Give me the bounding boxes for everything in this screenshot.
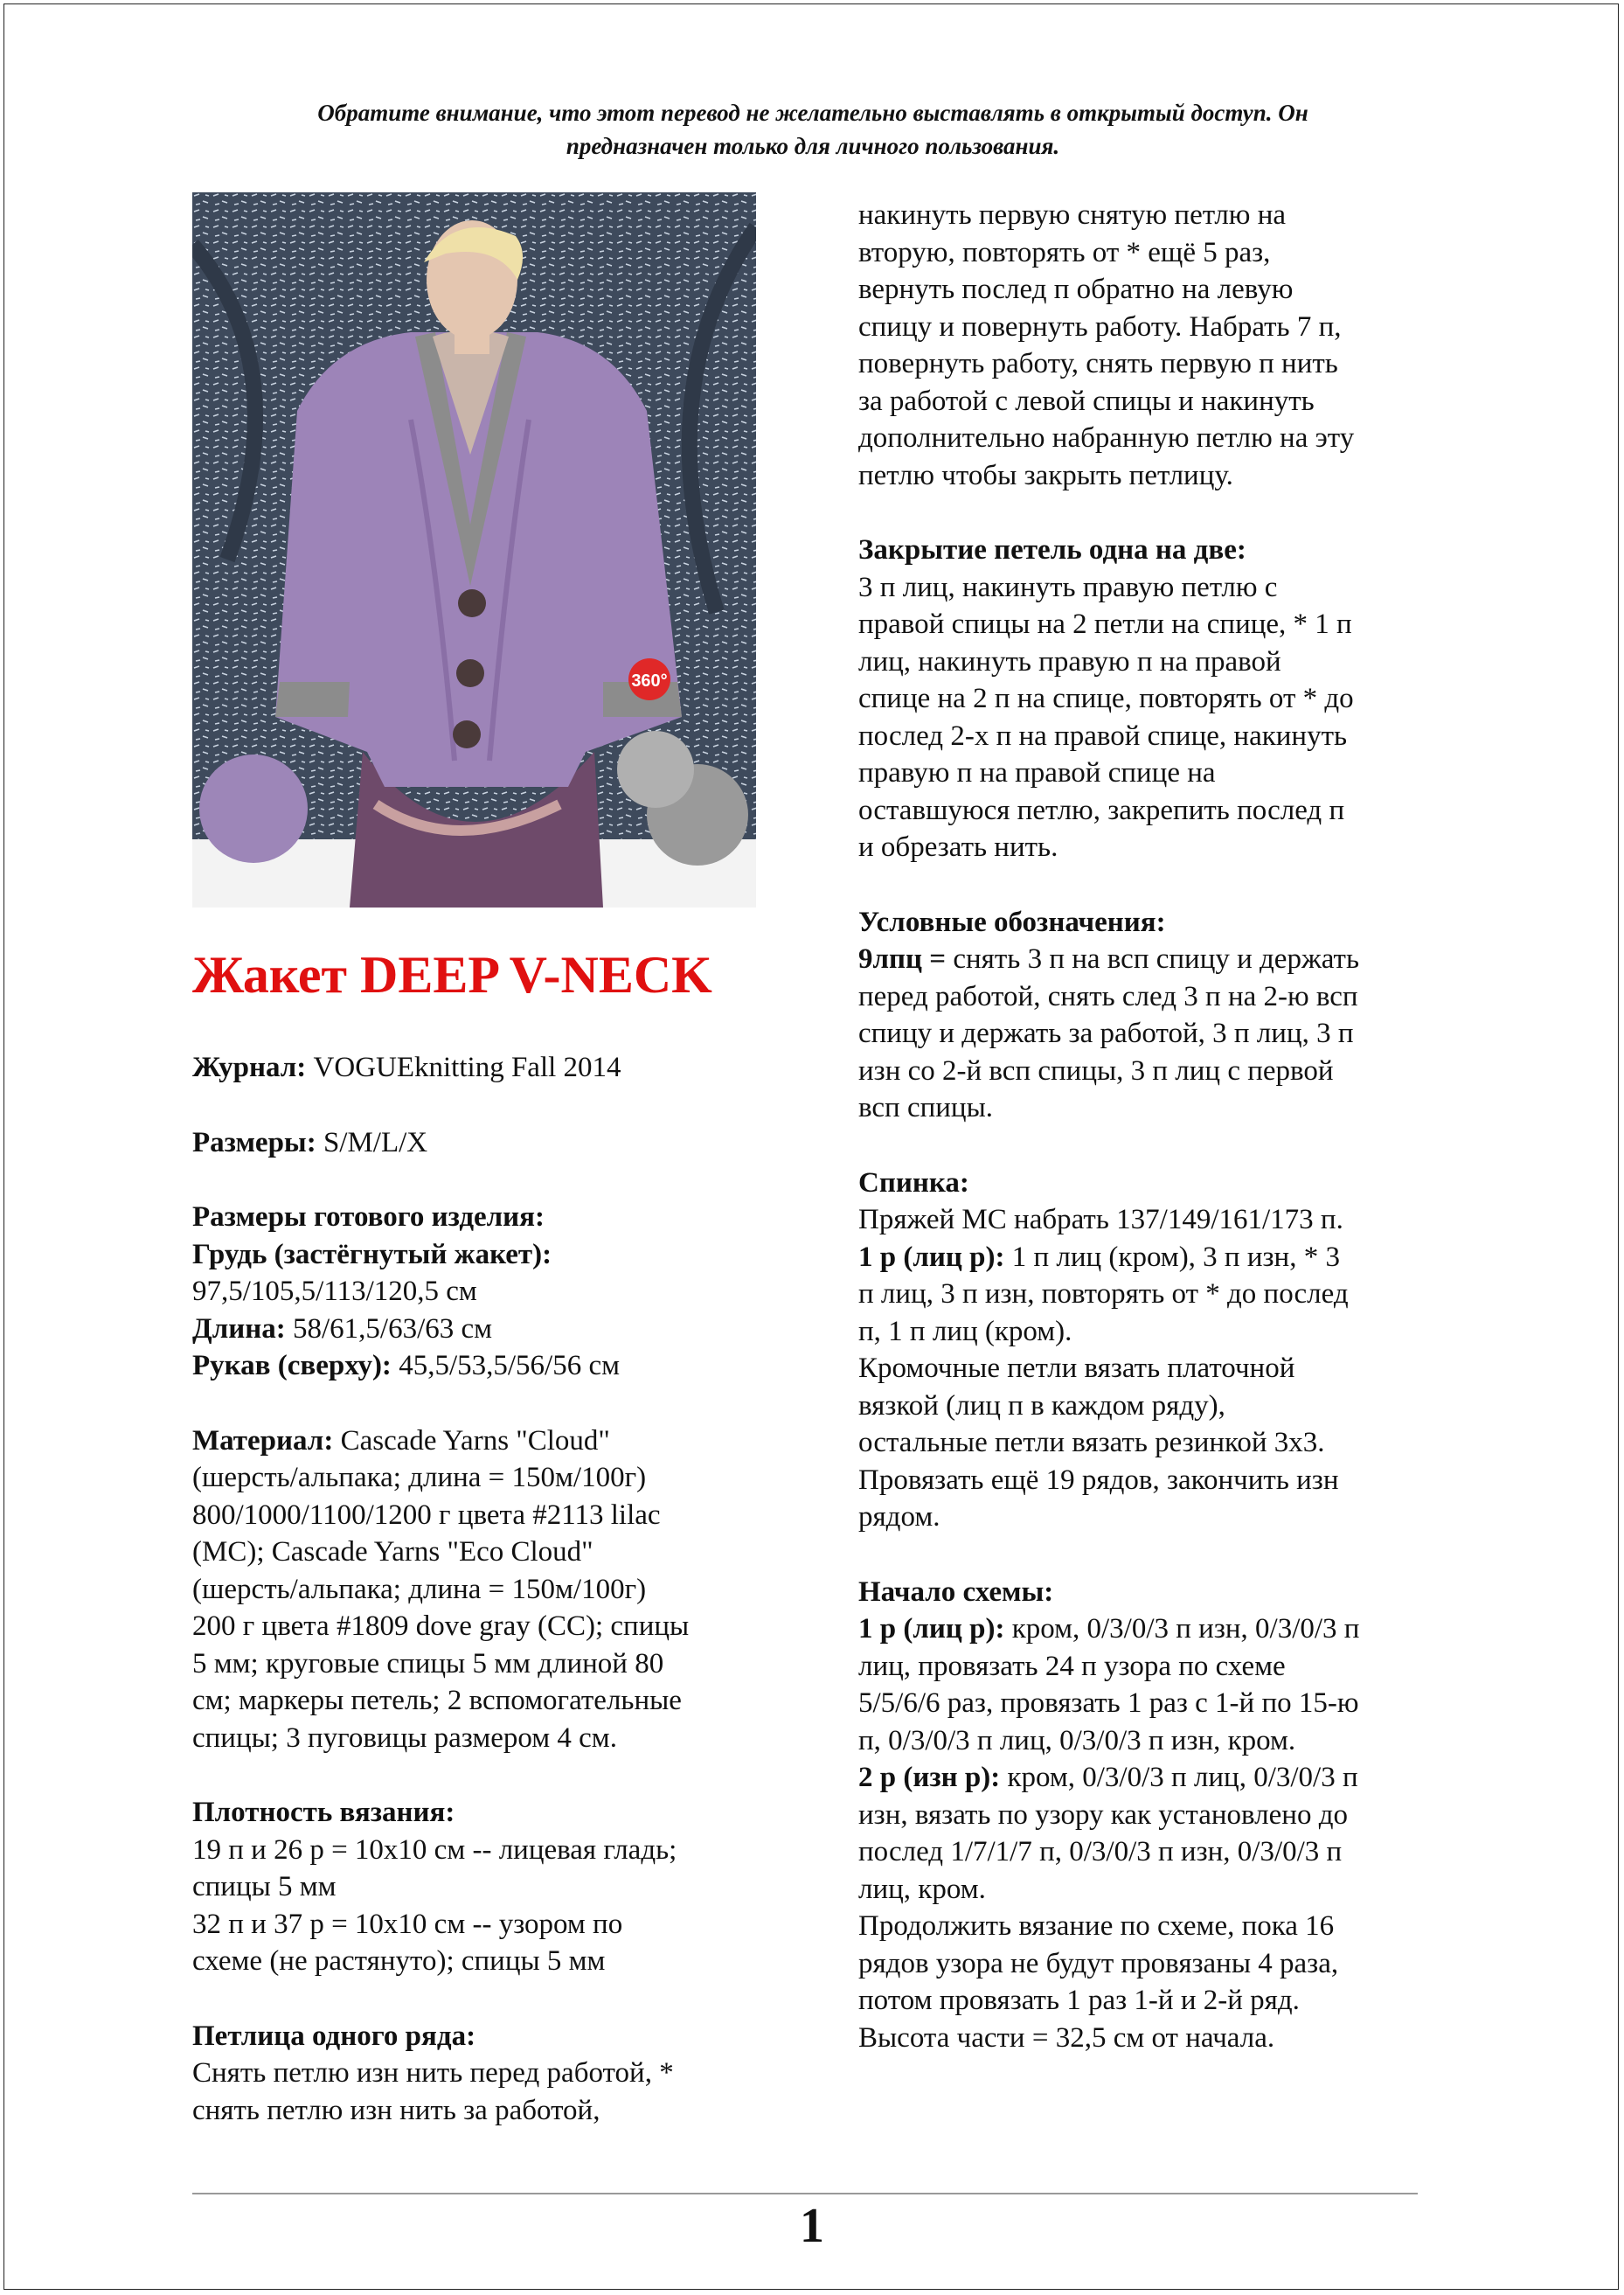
line-text: Cascade Yarns "Cloud" (333, 1424, 610, 1457)
text-line (192, 1273, 787, 1311)
notice-line: Обратите внимание, что этот перевод не желательно выставлять в открытый доступ. Он (317, 100, 1308, 126)
line-text: вязкой (лиц п в каждом ряду), (858, 1389, 1225, 1422)
bold-label: Журнал: (192, 1052, 307, 1083)
line-text: Кромочные петли вязать платочной (858, 1353, 1295, 1384)
text-line (858, 1908, 1453, 1945)
text-line (858, 271, 1453, 309)
text-line (858, 1499, 1453, 1536)
text-line (192, 1943, 787, 1980)
text-line (858, 643, 1453, 681)
line-text: правую п на правой спице на (858, 757, 1216, 789)
line-text: спицу и повернуть работу. Набрать 7 п, (858, 310, 1342, 343)
line-text: изн, вязать по узору как установлено до (858, 1798, 1349, 1831)
line-text: изн со 2-й всп спицы, 3 п лиц с первой (858, 1054, 1334, 1087)
bold-label: 1 р (лиц р): (858, 1241, 1005, 1273)
line-text: потом провязать 1 раз 1-й и 2-й ряд. (858, 1985, 1300, 2016)
line-text: 97,5/105,5/113/120,5 см (192, 1276, 477, 1307)
text-block (192, 1794, 787, 1980)
bold-label: Плотность вязания: (192, 1797, 455, 1828)
line-text: Снять петлю изн нить перед работой, * (192, 2057, 674, 2089)
line-text: спицу и держать за работой, 3 п лиц, 3 п (858, 1018, 1354, 1049)
line-text: 800/1000/1100/1200 г цвета #2113 lilac (192, 1499, 661, 1531)
text-block (192, 1422, 787, 1757)
text-block (192, 1049, 787, 1087)
jacket-photo-illustration (192, 192, 756, 908)
text-line (858, 606, 1453, 643)
page-number: 1 (800, 2199, 824, 2253)
paragraph-gap (192, 1980, 787, 2018)
text-line (858, 680, 1453, 718)
line-text: вторую, повторять от * ещё 5 раз, (858, 236, 1271, 268)
bold-label: 2 р (изн р): (858, 1762, 1001, 1793)
bold-label: Длина: (192, 1312, 286, 1345)
right-column (858, 197, 1453, 2056)
line-text: лиц, накинуть правую п на правой (858, 645, 1281, 678)
text-line (858, 1871, 1453, 1909)
line-text: снять 3 п на всп спицу и держать (946, 943, 1360, 975)
line-text: спицы 5 мм (192, 1871, 337, 1902)
text-line (858, 1313, 1453, 1351)
left-text-blocks (192, 1049, 787, 2129)
line-text: правой спицы на 2 петли на спице, * 1 п (858, 609, 1352, 640)
text-block (858, 197, 1453, 494)
text-line (192, 1794, 787, 1832)
text-line (192, 1049, 787, 1087)
text-line (192, 1199, 787, 1236)
line-text: повернуть работу, снять первую п нить (858, 348, 1338, 379)
text-line (192, 2018, 787, 2055)
paragraph-gap (858, 866, 1453, 904)
bold-label: Материал: (192, 1424, 334, 1457)
text-block (858, 1165, 1453, 1536)
line-text: дополнительно набранную петлю на эту (858, 422, 1355, 454)
bold-label: Начало схемы: (858, 1575, 1054, 1608)
text-line (192, 1497, 787, 1534)
text-line (858, 1722, 1453, 1760)
line-text: кром, 0/3/0/3 п лиц, 0/3/0/3 п (1000, 1762, 1358, 1793)
text-line (192, 1608, 787, 1645)
text-line (192, 1645, 787, 1683)
text-line (858, 1387, 1453, 1425)
text-line (858, 309, 1453, 346)
text-line (192, 1311, 787, 1348)
text-line (858, 234, 1453, 272)
text-line (858, 1053, 1453, 1090)
text-line (858, 1350, 1453, 1387)
text-line (858, 457, 1453, 495)
line-text: снять петлю изн нить за работой, (192, 2094, 600, 2126)
notice-text (192, 96, 1433, 163)
paragraph-gap (192, 1756, 787, 1794)
text-block (858, 532, 1453, 866)
line-text: кром, 0/3/0/3 п изн, 0/3/0/3 п (1004, 1613, 1360, 1645)
line-text: лиц, провязать 24 п узора по схеме (858, 1650, 1286, 1682)
text-line (858, 1797, 1453, 1834)
paragraph-gap (858, 494, 1453, 532)
text-line (858, 1462, 1453, 1499)
line-text: Высота части = 32,5 см от начала. (858, 2021, 1275, 2054)
line-text: 5/5/6/6 раз, провязать 1 раз с 1-й по 15-ю (858, 1687, 1359, 1719)
line-text: Продолжить вязание по схеме, пока 16 (858, 1910, 1335, 1942)
text-line (858, 1610, 1453, 1648)
line-text: перед работой, снять след 3 п на 2-ю всп (858, 980, 1358, 1012)
text-line (192, 1124, 787, 1162)
paragraph-gap (858, 1127, 1453, 1165)
line-text: VOGUEknitting Fall 2014 (306, 1052, 621, 1083)
line-text: вернуть послед п обратно на левую (858, 274, 1294, 305)
line-text: п, 0/3/0/3 п лиц, 0/3/0/3 п изн, кром. (858, 1724, 1296, 1756)
text-line (858, 941, 1453, 978)
text-line (858, 1833, 1453, 1871)
text-line (192, 1832, 787, 1869)
text-line (858, 1239, 1453, 1276)
text-line (192, 1347, 787, 1385)
line-text: всп спицы. (858, 1092, 993, 1123)
text-line (858, 1424, 1453, 1462)
bold-label: 1 р (лиц р): (858, 1613, 1005, 1645)
badge-360: 360° (631, 671, 668, 691)
bold-label: 9лпц = (858, 943, 947, 975)
line-text: 200 г цвета #1809 dove gray (CC); спицы (192, 1610, 690, 1642)
line-text: лиц, кром. (858, 1873, 986, 1905)
bold-label: Размеры готового изделия: (192, 1201, 545, 1233)
line-text: послед 2-х п на правой спице, накинуть (858, 720, 1348, 752)
text-line (858, 1089, 1453, 1127)
text-line (858, 1201, 1453, 1239)
line-text: (шерсть/альпака; длина = 150м/100г) (192, 1573, 647, 1605)
line-text: (MC); Cascade Yarns "Eco Cloud" (192, 1536, 593, 1568)
bold-label: Размеры: (192, 1126, 316, 1158)
line-text: Провязать ещё 19 рядов, закончить изн (858, 1464, 1339, 1496)
text-line (858, 197, 1453, 234)
bold-label: Рукав (сверху): (192, 1350, 392, 1381)
line-text: 3 п лиц, накинуть правую петлю с (858, 571, 1278, 603)
right-text-blocks (858, 197, 1453, 2056)
paragraph-gap (192, 1087, 787, 1124)
text-line (858, 383, 1453, 421)
paragraph-gap (192, 1161, 787, 1199)
text-line (858, 1165, 1453, 1202)
text-line (858, 1759, 1453, 1797)
left-column (192, 944, 787, 2129)
text-line (192, 1682, 787, 1720)
bold-label: Закрытие петель одна на две: (858, 534, 1246, 566)
line-text: за работой с левой спицы и накинуть (858, 385, 1315, 417)
text-line (858, 1648, 1453, 1686)
text-line (858, 1276, 1453, 1313)
text-line (858, 904, 1453, 942)
text-line (192, 1422, 787, 1460)
pattern-title: Жакет DEEP V-NECK (192, 946, 712, 1004)
text-line (858, 420, 1453, 457)
text-line (858, 532, 1453, 569)
text-line (858, 569, 1453, 607)
line-text: 45,5/53,5/56/56 см (391, 1350, 620, 1381)
line-text: Пряжей MC набрать 137/149/161/173 п. (858, 1204, 1343, 1235)
line-text: 58/61,5/63/63 см (285, 1312, 493, 1345)
paragraph-gap (858, 1536, 1453, 1574)
text-line (858, 1015, 1453, 1053)
bold-label: Условные обозначения: (858, 906, 1166, 938)
line-text: оставшуюся петлю, закрепить послед п (858, 794, 1345, 826)
footer-rule (192, 2193, 1418, 2194)
text-block (192, 1199, 787, 1385)
text-line (192, 1533, 787, 1571)
text-line (858, 718, 1453, 755)
text-line (858, 755, 1453, 792)
line-text: и обрезать нить. (858, 831, 1058, 863)
text-line (192, 1906, 787, 1944)
text-line (858, 792, 1453, 830)
text-block (858, 904, 1453, 1127)
bold-label: Петлица одного ряда: (192, 2020, 476, 2052)
text-line (858, 1685, 1453, 1722)
bold-label: Спинка: (858, 1166, 969, 1199)
text-line (192, 2092, 787, 2130)
text-line (858, 829, 1453, 866)
text-line (192, 1571, 787, 1609)
text-block (858, 1574, 1453, 2057)
text-line (858, 2020, 1453, 2057)
line-text: спицы; 3 пуговицы размером 4 см. (192, 1721, 617, 1754)
bold-label: Грудь (застёгнутый жакет): (192, 1238, 552, 1270)
line-text: накинуть первую снятую петлю на (858, 199, 1287, 231)
text-line (858, 1945, 1453, 1983)
text-block (192, 2018, 787, 2130)
text-line (858, 1574, 1453, 1611)
text-line (858, 1982, 1453, 2020)
line-text: см; маркеры петель; 2 вспомогательные (192, 1685, 682, 1716)
line-text: 5 мм; круговые спицы 5 мм длиной 80 (192, 1647, 664, 1680)
product-photo (192, 192, 756, 908)
line-text: остальные петли вязать резинкой 3x3. (858, 1427, 1325, 1458)
line-text: спице на 2 п на спице, повторять от * до (858, 683, 1354, 714)
text-line (192, 2055, 787, 2092)
text-line (858, 978, 1453, 1016)
text-block (192, 1124, 787, 1162)
line-text: схеме (не растянуто); спицы 5 мм (192, 1945, 606, 1977)
line-text: послед 1/7/1/7 п, 0/3/0/3 п изн, 0/3/0/3 п (858, 1836, 1343, 1867)
line-text: рядов узора не будут провязаны 4 раза, (858, 1947, 1339, 1979)
line-text: 1 п лиц (кром), 3 п изн, * 3 (1004, 1241, 1340, 1273)
text-line (192, 1236, 787, 1274)
line-text: (шерсть/альпака; длина = 150м/100г) (192, 1462, 647, 1493)
paragraph-gap (192, 1385, 787, 1422)
line-text: п лиц, 3 п изн, повторять от * до послед (858, 1278, 1349, 1310)
notice-line: предназначен только для личного пользования. (566, 133, 1060, 159)
line-text: п, 1 п лиц (кром). (858, 1315, 1072, 1347)
line-text: петлю чтобы закрыть петлицу. (858, 459, 1233, 491)
line-text: рядом. (858, 1501, 940, 1533)
text-line (858, 345, 1453, 383)
line-text: 32 п и 37 р = 10x10 см -- узором по (192, 1908, 623, 1940)
text-line (192, 1868, 787, 1906)
line-text: S/M/L/X (316, 1126, 428, 1158)
text-line (192, 1459, 787, 1497)
text-line (192, 1720, 787, 1757)
line-text: 19 п и 26 р = 10x10 см -- лицевая гладь; (192, 1833, 677, 1866)
